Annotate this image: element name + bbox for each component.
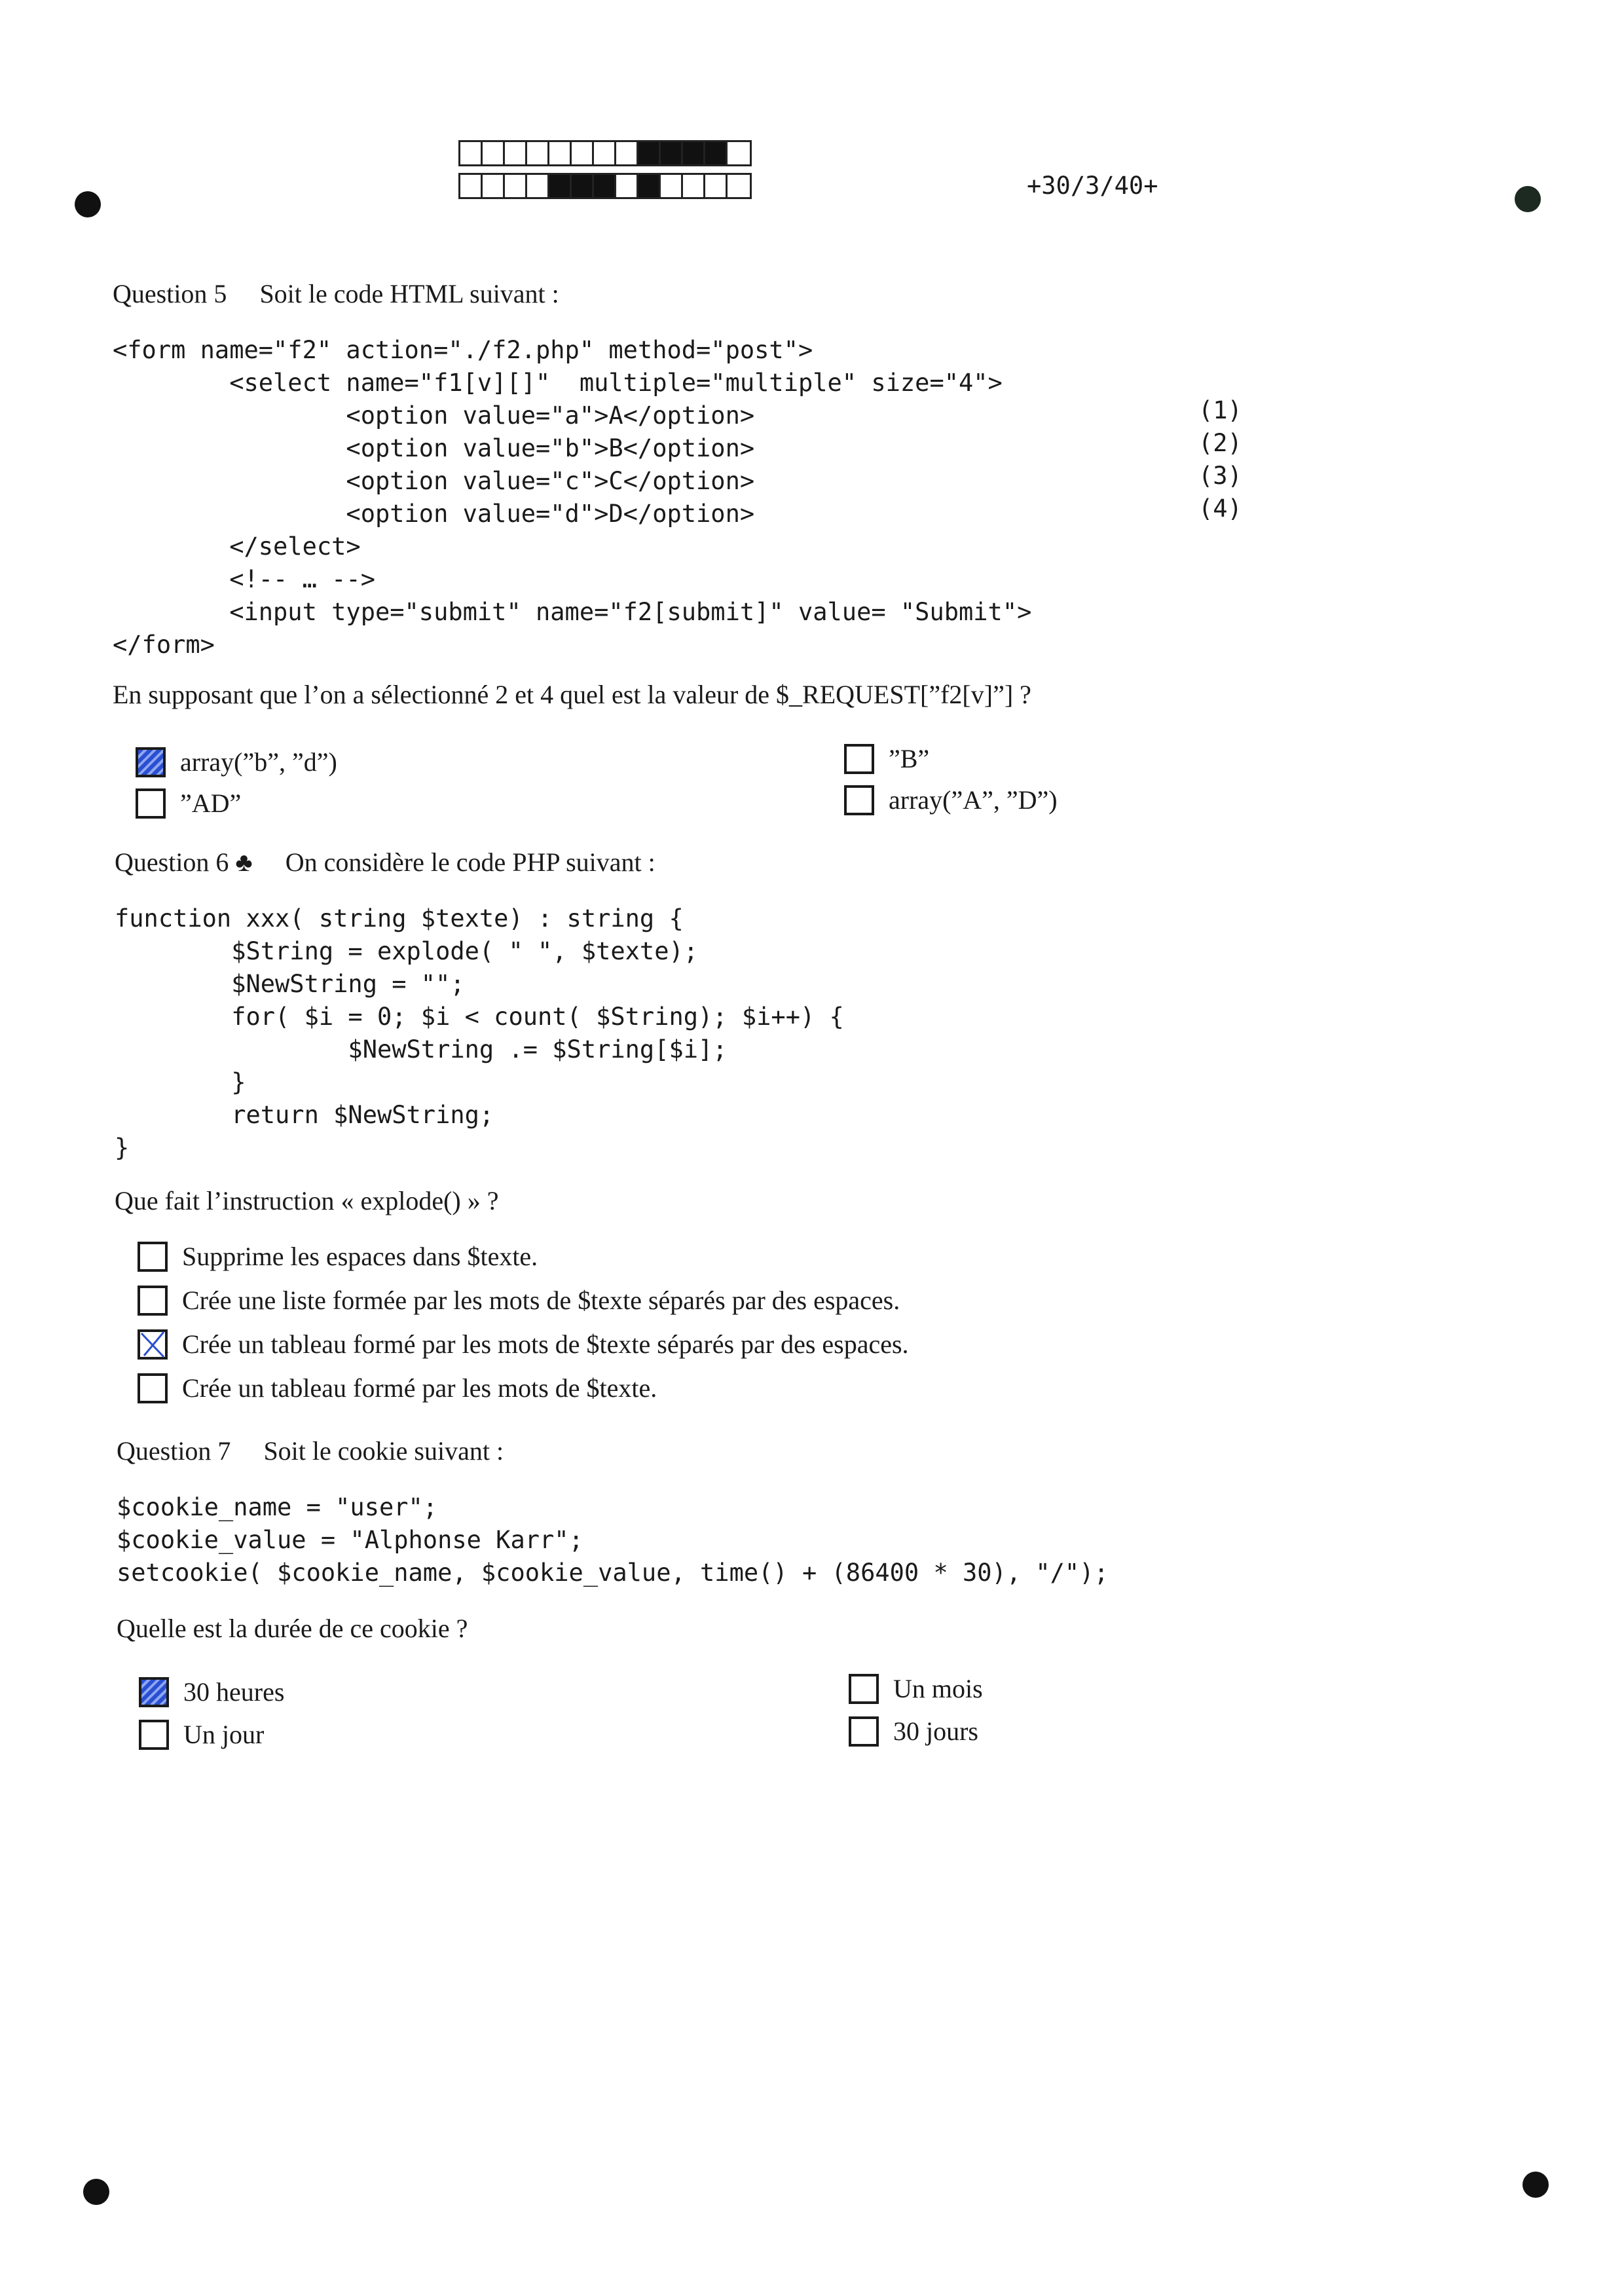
question-7-header bbox=[117, 1435, 504, 1466]
question-7-label: Question 7 bbox=[117, 1436, 231, 1466]
registration-mark-bottom-left bbox=[83, 2179, 109, 2205]
answer-option[interactable] bbox=[849, 1673, 983, 1704]
answer-option[interactable] bbox=[844, 743, 929, 774]
barcode-cell bbox=[638, 175, 661, 197]
barcode-cell bbox=[661, 175, 683, 197]
answer-label: Un jour bbox=[183, 1720, 265, 1749]
cross-mark-icon bbox=[138, 1329, 168, 1360]
registration-mark-top-right bbox=[1515, 186, 1541, 212]
barcode-cell bbox=[616, 175, 638, 197]
answer-option[interactable] bbox=[844, 785, 1058, 815]
registration-mark-bottom-right bbox=[1522, 2172, 1549, 2198]
answer-label: ”AD” bbox=[180, 788, 242, 818]
barcode-cell bbox=[549, 142, 572, 164]
barcode-cell bbox=[616, 142, 638, 164]
barcode-cell bbox=[527, 175, 549, 197]
checkbox[interactable] bbox=[849, 1716, 879, 1747]
checkbox[interactable] bbox=[138, 1373, 168, 1403]
answer-option[interactable] bbox=[139, 1719, 264, 1750]
barcode-cell bbox=[460, 175, 483, 197]
question-5-line-refs bbox=[1198, 394, 1242, 525]
answer-label: ”B” bbox=[889, 744, 930, 773]
checkbox[interactable] bbox=[139, 1720, 169, 1750]
barcode-cell bbox=[594, 142, 616, 164]
question-6-header bbox=[115, 847, 655, 878]
question-6-code: function xxx( string $texte) : string { $String = explode( " ", $texte); $NewString = ""; for( $i = 0; $i < count( $String); $i++) { $NewString .= $String[$i]; } return $NewString; } bbox=[115, 904, 844, 1162]
registration-mark-top-left bbox=[75, 191, 101, 217]
barcode-cell bbox=[683, 175, 705, 197]
barcode-cell bbox=[572, 175, 594, 197]
barcode-cell bbox=[505, 175, 527, 197]
question-5-intro: Soit le code HTML suivant : bbox=[259, 279, 559, 308]
answer-option[interactable] bbox=[139, 1676, 284, 1707]
barcode-cell bbox=[728, 175, 750, 197]
page-id: +30/3/40+ bbox=[1027, 172, 1158, 200]
checkbox[interactable] bbox=[138, 1329, 168, 1360]
answer-label: Crée un tableau formé par les mots de $texte séparés par des espaces. bbox=[182, 1329, 909, 1359]
answer-label: array(”A”, ”D”) bbox=[889, 785, 1058, 815]
question-5-header bbox=[113, 278, 559, 309]
checkbox[interactable] bbox=[138, 1242, 168, 1272]
line-ref: (1) bbox=[1198, 396, 1242, 424]
answer-label: Supprime les espaces dans $texte. bbox=[182, 1242, 538, 1271]
barcode-cell bbox=[460, 142, 483, 164]
checkbox[interactable] bbox=[138, 1286, 168, 1316]
answer-label: Crée une liste formée par les mots de $texte séparés par des espaces. bbox=[182, 1286, 900, 1315]
checkbox[interactable] bbox=[139, 1677, 169, 1707]
answer-option[interactable] bbox=[138, 1241, 538, 1272]
barcode-cell bbox=[638, 142, 661, 164]
barcode-cell bbox=[661, 142, 683, 164]
barcode-cell bbox=[483, 175, 505, 197]
line-ref: (4) bbox=[1198, 494, 1242, 523]
barcode-cell bbox=[527, 142, 549, 164]
checkbox[interactable] bbox=[849, 1674, 879, 1704]
answer-option[interactable] bbox=[138, 1329, 909, 1360]
page-barcode-row-1 bbox=[458, 140, 752, 166]
barcode-cell bbox=[728, 142, 750, 164]
barcode-cell bbox=[505, 142, 527, 164]
barcode-cell bbox=[483, 142, 505, 164]
checkbox[interactable] bbox=[844, 785, 874, 815]
answer-option[interactable] bbox=[136, 747, 337, 777]
barcode-cell bbox=[705, 142, 728, 164]
barcode-cell bbox=[549, 175, 572, 197]
checkbox[interactable] bbox=[844, 744, 874, 774]
question-5-code: <form name="f2" action="./f2.php" method="post"> <select name="f1[v][]" multiple="multiple" size="4"> <option value="a">A</option> <option value="b">B</option> <option value="c">C</option> <option value="d">D</option> </select> <!-- … --> <input type="submit" name="f2[submit]" value= "Submit"> </form> bbox=[113, 336, 1032, 659]
answer-label: array(”b”, ”d”) bbox=[180, 747, 337, 777]
answer-label: 30 heures bbox=[183, 1677, 285, 1707]
barcode-cell bbox=[705, 175, 728, 197]
answer-label: 30 jours bbox=[893, 1716, 978, 1746]
barcode-cell bbox=[572, 142, 594, 164]
barcode-cell bbox=[594, 175, 616, 197]
answer-label: Crée un tableau formé par les mots de $texte. bbox=[182, 1373, 657, 1403]
checkbox[interactable] bbox=[136, 747, 166, 777]
question-7-prompt: Quelle est la durée de ce cookie ? bbox=[117, 1614, 468, 1643]
question-6-intro: On considère le code PHP suivant : bbox=[285, 847, 655, 877]
barcode-cell bbox=[683, 142, 705, 164]
answer-label: Un mois bbox=[893, 1674, 983, 1703]
question-5-label: Question 5 bbox=[113, 279, 227, 308]
answer-option[interactable] bbox=[136, 788, 241, 819]
answer-option[interactable] bbox=[138, 1285, 900, 1316]
question-7-code: $cookie_name = "user"; $cookie_value = "Alphonse Karr"; setcookie( $cookie_name, $cookie_value, time() + (86400 * 30), "/"); bbox=[117, 1493, 1109, 1587]
answer-option[interactable] bbox=[849, 1716, 978, 1747]
line-ref: (3) bbox=[1198, 462, 1242, 490]
question-7-intro: Soit le cookie suivant : bbox=[263, 1436, 504, 1466]
checkbox[interactable] bbox=[136, 788, 166, 819]
page-barcode-row-2 bbox=[458, 173, 752, 199]
answer-option[interactable] bbox=[138, 1373, 657, 1403]
question-6-prompt: Que fait l’instruction « explode() » ? bbox=[115, 1186, 499, 1215]
line-ref: (2) bbox=[1198, 429, 1242, 457]
question-6-label: Question 6 ♣ bbox=[115, 847, 253, 877]
question-5-prompt: En supposant que l’on a sélectionné 2 et 4 quel est la valeur de $_REQUEST[”f2[v]”] ? bbox=[113, 680, 1031, 709]
